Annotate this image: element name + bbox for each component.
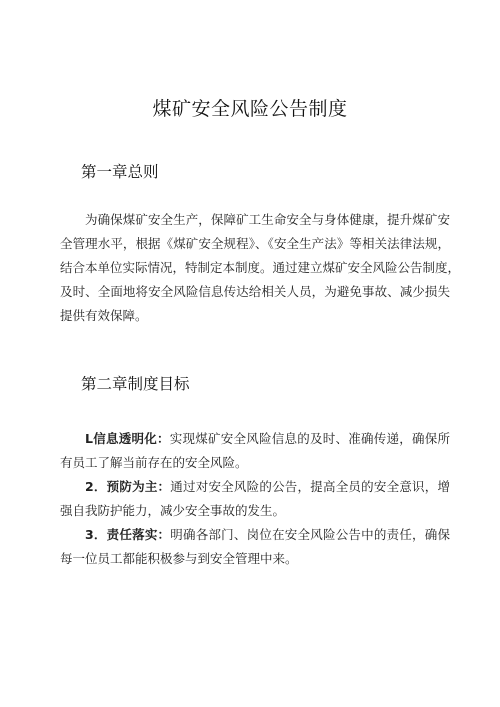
chapter-1-heading: 第一章总则 — [81, 163, 159, 181]
chapter-1-paragraph — [60, 208, 461, 328]
list-item-continuation: 强自我防护能力，减少安全事故的发生。 — [60, 503, 286, 518]
list-item-continuation: 有员工了解当前存在的安全风险。 — [60, 455, 248, 470]
paragraph-line: 结合本单位实际情况，特制定本制度。通过建立煤矿安全风险公告制度， — [60, 260, 461, 275]
paragraph-line: 为确保煤矿安全生产，保障矿工生命安全与身体健康，提升煤矿安 — [85, 212, 450, 227]
paragraph-line: 及时、全面地将安全风险信息传达给相关人员，为避免事故、减少损失 — [60, 284, 450, 299]
chapter-2-heading: 第二章制度目标 — [81, 375, 190, 393]
list-item-first-line — [60, 427, 450, 451]
list-item-label: 2．预防为主： — [85, 479, 171, 494]
list-item-text: 通过对安全风险的公告，提高全员的安全意识，增 — [170, 479, 450, 494]
list-item-text: 实现煤矿安全风险信息的及时、准确传递，确保所 — [169, 431, 450, 446]
list-item-continuation: 每一位员工都能积极参与到安全管理中来。 — [60, 551, 298, 566]
document-title: 煤矿安全风险公告制度 — [152, 98, 348, 120]
list-item-first-line — [60, 475, 450, 499]
paragraph-line: 提供有效保障。 — [60, 308, 148, 323]
list-item-label: L信息透明化： — [85, 431, 170, 446]
list-item-text: 明确各部门、岗位在安全风险公告中的责任，确保 — [170, 527, 450, 542]
objectives-list — [60, 427, 450, 571]
list-item-first-line — [60, 523, 450, 547]
list-item-label: 3．责任落实： — [85, 527, 171, 542]
paragraph-line: 全管理水平，根据《煤矿安全规程》、《安全生产法》等相关法律法规， — [60, 236, 450, 251]
